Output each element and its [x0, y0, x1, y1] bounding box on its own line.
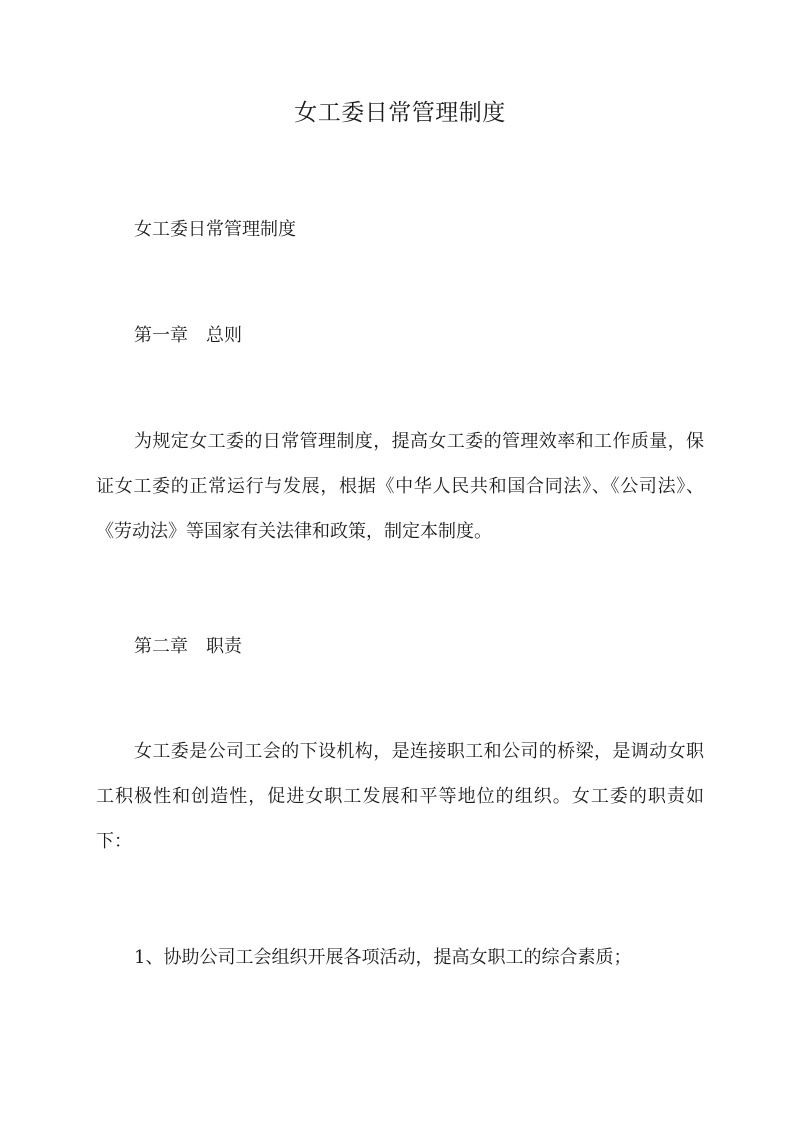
chapter-2-name: 职责: [206, 636, 242, 657]
document-title: 女工委日常管理制度: [294, 100, 506, 126]
intro-paragraph: 为规定女工委的日常管理制度，提高女工委的管理效率和工作质量，保证女工委的正常运行与发展，根据《中华人民共和国合同法》、《公司法》、《劳动法》等国家有关法律和政策，制定本制度。: [96, 431, 704, 542]
chapter-2-number: 第二章: [134, 636, 188, 657]
chapter-2-heading: [96, 624, 704, 669]
duties-paragraph: 女工委是公司工会的下设机构，是连接职工和公司的桥梁，是调动女职工积极性和创造性，促进女职工发展和平等地位的组织。女工委的职责如下：: [96, 741, 704, 852]
document-subtitle: 女工委日常管理制度: [134, 219, 296, 240]
chapter-1-heading: [96, 313, 704, 358]
chapter-1-name: 总则: [206, 325, 242, 346]
list-item: 1、协助公司工会组织开展各项活动，提高女职工的综合素质；: [134, 947, 632, 968]
chapter-1-number: 第一章: [134, 325, 188, 346]
